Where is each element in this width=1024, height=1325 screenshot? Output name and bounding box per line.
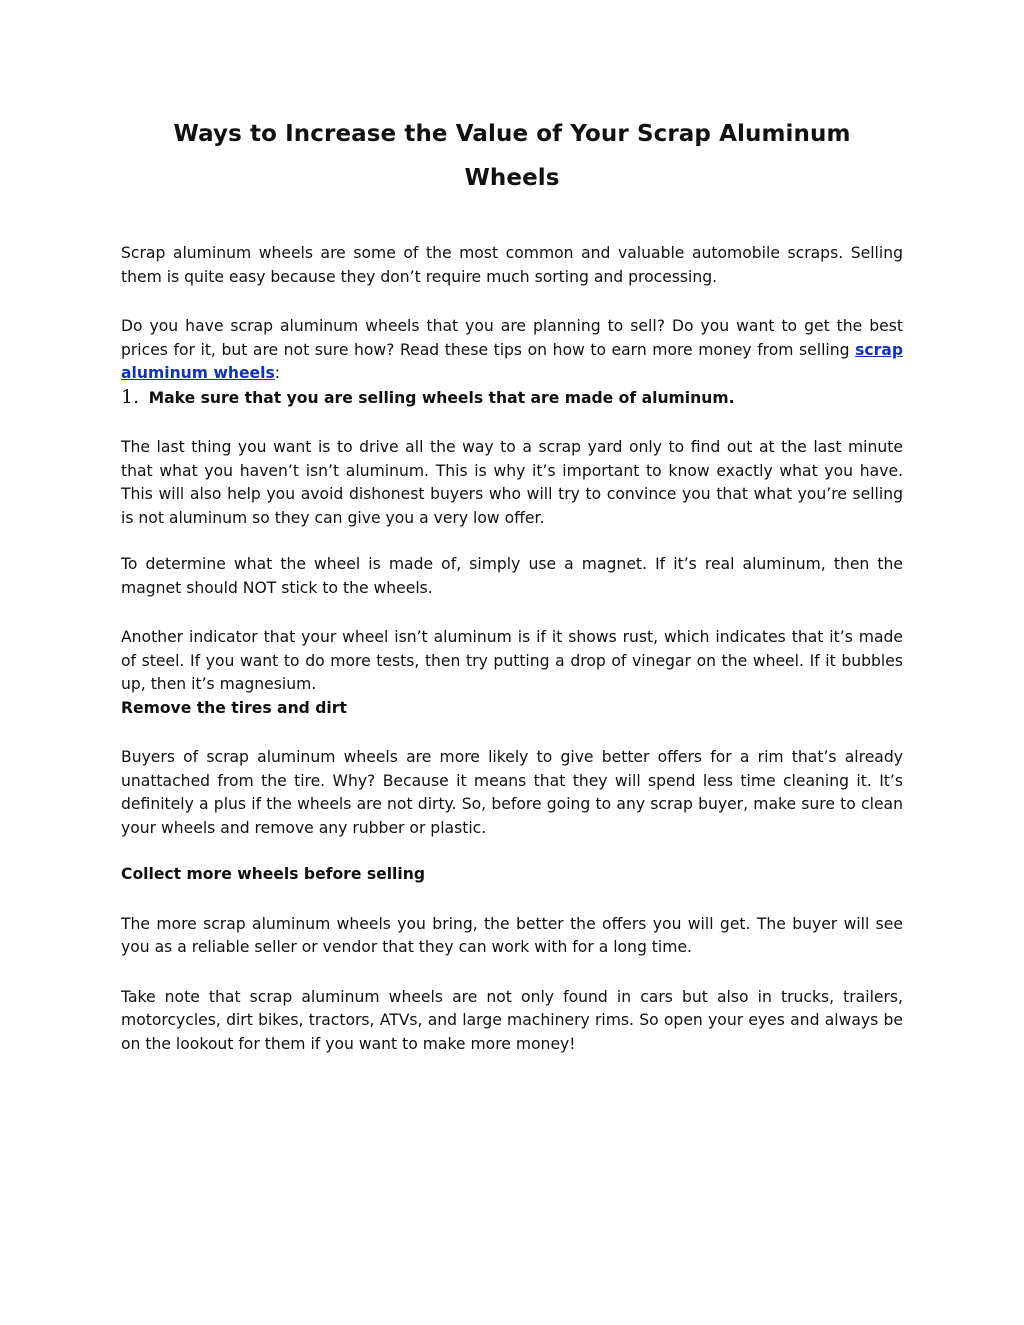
intro-paragraph-2-colon: : bbox=[274, 364, 280, 382]
section-1-paragraph-1: The last thing you want is to drive all the way to a scrap yard only to find out at the last minute that what you haven’t isn’t aluminum. This is why it’s important to know exactly what you have. This will also help you avoid dishonest buyers who will try to convince you that what you’re selling is not aluminum so they can give you a very low offer. bbox=[121, 438, 903, 527]
document-page bbox=[121, 112, 903, 1056]
intro-paragraph-2-text: Do you have scrap aluminum wheels that you are planning to sell? Do you want to get the best prices for it, but are not sure how? Read these tips on how to earn more money from selling bbox=[121, 317, 903, 359]
section-1-number: 1. bbox=[121, 385, 140, 408]
title-line-1: Ways to Increase the Value of Your Scrap Aluminum bbox=[173, 121, 851, 147]
intro-paragraph-1: Scrap aluminum wheels are some of the most common and valuable automobile scraps. Selling them is quite easy because they don’t require much sorting and processing. bbox=[121, 244, 903, 286]
section-2-heading: Remove the tires and dirt bbox=[121, 698, 347, 717]
section-2-paragraph-1: Buyers of scrap aluminum wheels are more likely to give better offers for a rim that’s already unattached from the tire. Why? Because it means that they will spend less time cleaning it. It’s definitely a plus if the wheels are not dirty. So, before going to any scrap buyer, make sure to clean your wheels and remove any rubber or plastic. bbox=[121, 748, 903, 837]
section-1-paragraph-2: To determine what the wheel is made of, simply use a magnet. If it’s real aluminum, then the magnet should NOT stick to the wheels. bbox=[121, 555, 903, 597]
scrap-aluminum-wheels-link[interactable]: scrap aluminum wheels bbox=[121, 340, 903, 382]
document-title bbox=[121, 112, 903, 200]
section-3-paragraph-1: The more scrap aluminum wheels you bring, the better the offers you will get. The buyer will see you as a reliable seller or vendor that they can work with for a long time. bbox=[121, 914, 903, 956]
section-1-heading bbox=[121, 386, 903, 411]
intro-paragraph-2 bbox=[121, 315, 903, 386]
title-line-2: Wheels bbox=[464, 165, 560, 191]
section-3-paragraph-2: Take note that scrap aluminum wheels are not only found in cars but also in trucks, trailers, motorcycles, dirt bikes, tractors, ATVs, and large machinery rims. So open your eyes and always be on the lookout for them if you want to make more money! bbox=[121, 987, 903, 1053]
section-1-heading-text: Make sure that you are selling wheels that are made of aluminum. bbox=[148, 388, 735, 407]
section-1-paragraph-3: Another indicator that your wheel isn’t aluminum is if it shows rust, which indicates that it’s made of steel. If you want to do more tests, then try putting a drop of vinegar on the wheel. If it bubbles up, then it’s magnesium. bbox=[121, 628, 903, 693]
section-3-heading: Collect more wheels before selling bbox=[121, 865, 426, 883]
